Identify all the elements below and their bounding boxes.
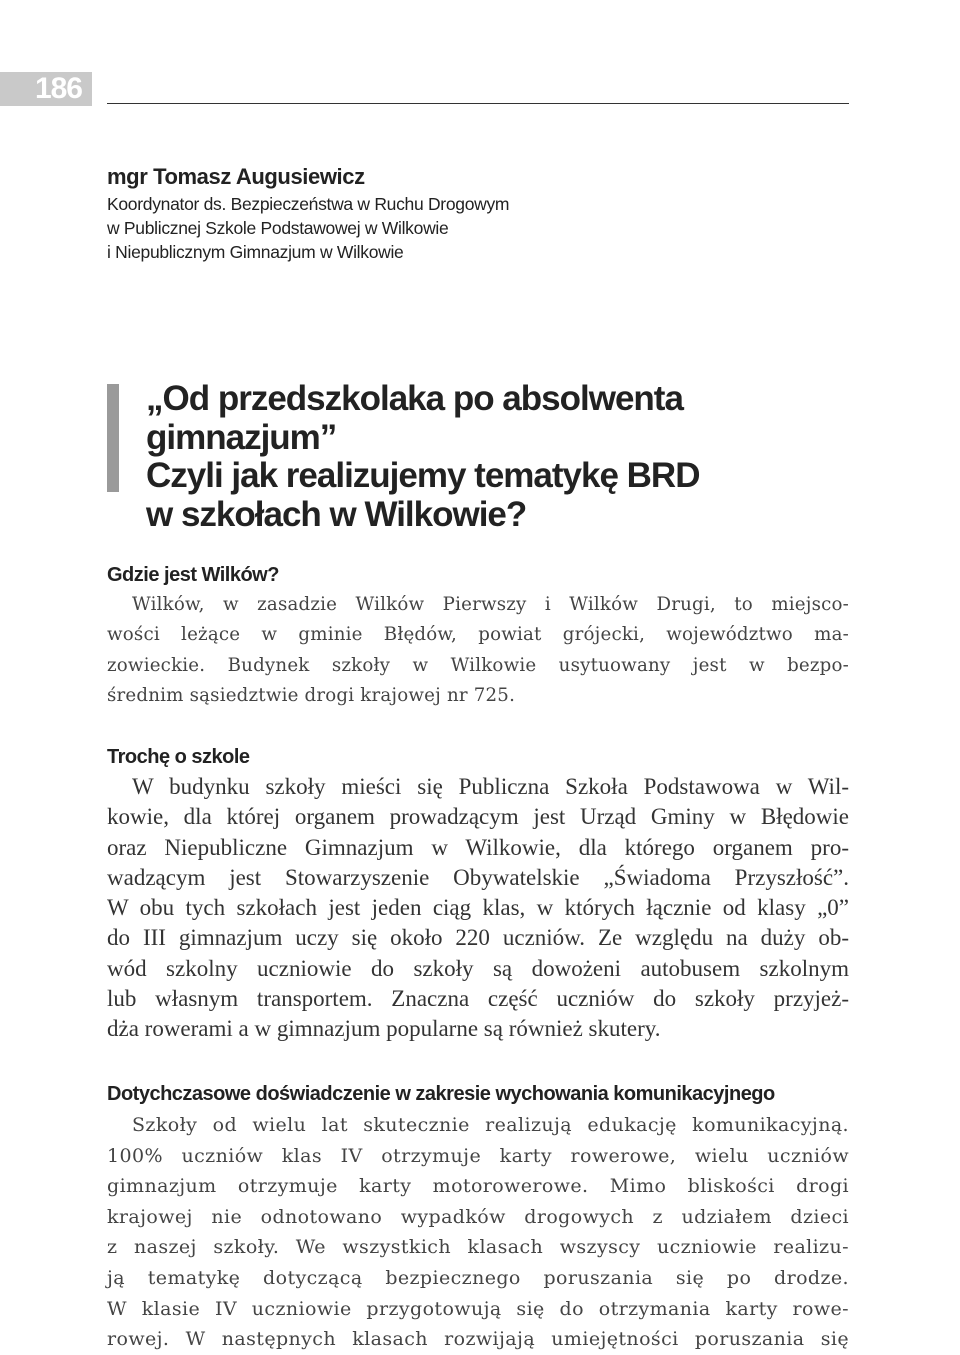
page-number: 186 xyxy=(0,72,92,106)
section-heading-location: Gdzie jest Wilków? xyxy=(107,564,279,586)
author-affiliation-line: i Niepublicznym Gimnazjum w Wilkowie xyxy=(107,242,404,262)
paragraph-line: wości leżące w gminie Błędów, powiat grójecki, województwo ma- xyxy=(107,624,849,646)
section-paragraph-location xyxy=(107,590,849,711)
header-rule xyxy=(107,103,849,104)
author-name: mgr Tomasz Augusiewicz xyxy=(107,164,365,189)
paragraph-line: gimnazjum otrzymuje karty motorowerowe. Mimo bliskości drogi xyxy=(107,1175,849,1198)
paragraph-line: Wilków, w zasadzie Wilków Pierwszy i Wilków Drugi, to miejsco- xyxy=(132,594,849,615)
author-affiliation-line: Koordynator ds. Bezpieczeństwa w Ruchu Drogowym xyxy=(107,194,510,214)
paragraph-line: W obu tych szkołach jest jeden ciąg klas, w których łącznie od klasy „0” xyxy=(107,895,849,921)
title-line: Czyli jak realizujemy tematykę BRD xyxy=(146,456,700,495)
paragraph-line: W budynku szkoły mieści się Publiczna Szkoła Podstawowa w Wil- xyxy=(132,774,849,799)
paragraph-line: do III gimnazjum uczy się około 220 uczniów. Ze względu na duży ob- xyxy=(107,925,849,951)
author-block xyxy=(107,162,807,264)
section-heading-experience: Dotychczasowe doświadczenie w zakresie wychowania komunikacyjnego xyxy=(107,1083,775,1105)
paragraph-line: ją tematykę dotyczącą bezpiecznego poruszania się po drodze. xyxy=(107,1266,849,1289)
title-accent-bar xyxy=(107,384,119,492)
article-title xyxy=(146,380,866,534)
section-heading-school: Trochę o szkole xyxy=(107,746,250,768)
paragraph-line: dża rowerami a w gimnazjum popularne są również skutery. xyxy=(107,1016,661,1042)
paragraph-line: zowieckie. Budynek szkoły w Wilkowie usytuowany jest w bezpo- xyxy=(107,654,849,676)
paragraph-line: wadzącym jest Stowarzyszenie Obywatelskie „Świadoma Przyszłość”. xyxy=(107,864,849,890)
paragraph-line: kowie, dla której organem prowadzącym jest Urząd Gminy w Błędowie xyxy=(107,804,849,830)
paragraph-line: krajowej nie odnotowano wypadków drogowych z udziałem dzieci xyxy=(107,1205,849,1228)
paragraph-line: W klasie IV uczniowie przygotowują się do otrzymania karty rowe- xyxy=(107,1297,849,1320)
section-paragraph-experience xyxy=(107,1110,849,1355)
paragraph-line: lub własnym transportem. Znaczna część uczniów do szkoły przyjeż- xyxy=(107,986,849,1012)
title-line: „Od przedszkolaka po absolwenta gimnazjum” xyxy=(146,379,683,457)
title-line: w szkołach w Wilkowie? xyxy=(146,494,527,534)
paragraph-line: średnim sąsiedztwie drogi krajowej nr 725. xyxy=(107,684,516,706)
author-affiliation-line: w Publicznej Szkole Podstawowej w Wilkowie xyxy=(107,218,449,238)
paragraph-line: Szkoły od wielu lat skutecznie realizują edukację komunikacyjną. xyxy=(132,1114,849,1136)
paragraph-line: 100% uczniów klas IV otrzymuje karty rowerowe, wielu uczniów xyxy=(107,1144,849,1167)
paragraph-line: z naszej szkoły. We wszystkich klasach wszyscy uczniowie realizu- xyxy=(107,1236,849,1259)
section-paragraph-school xyxy=(107,772,849,1045)
paragraph-line: wód szkolny uczniowie do szkoły są dowożeni autobusem szkolnym xyxy=(107,955,849,981)
paragraph-line: rowej. W następnych klasach rozwijają umiejętności poruszania się xyxy=(107,1328,849,1351)
paragraph-line: oraz Niepubliczne Gimnazjum w Wilkowie, dla którego organem pro- xyxy=(107,834,849,860)
